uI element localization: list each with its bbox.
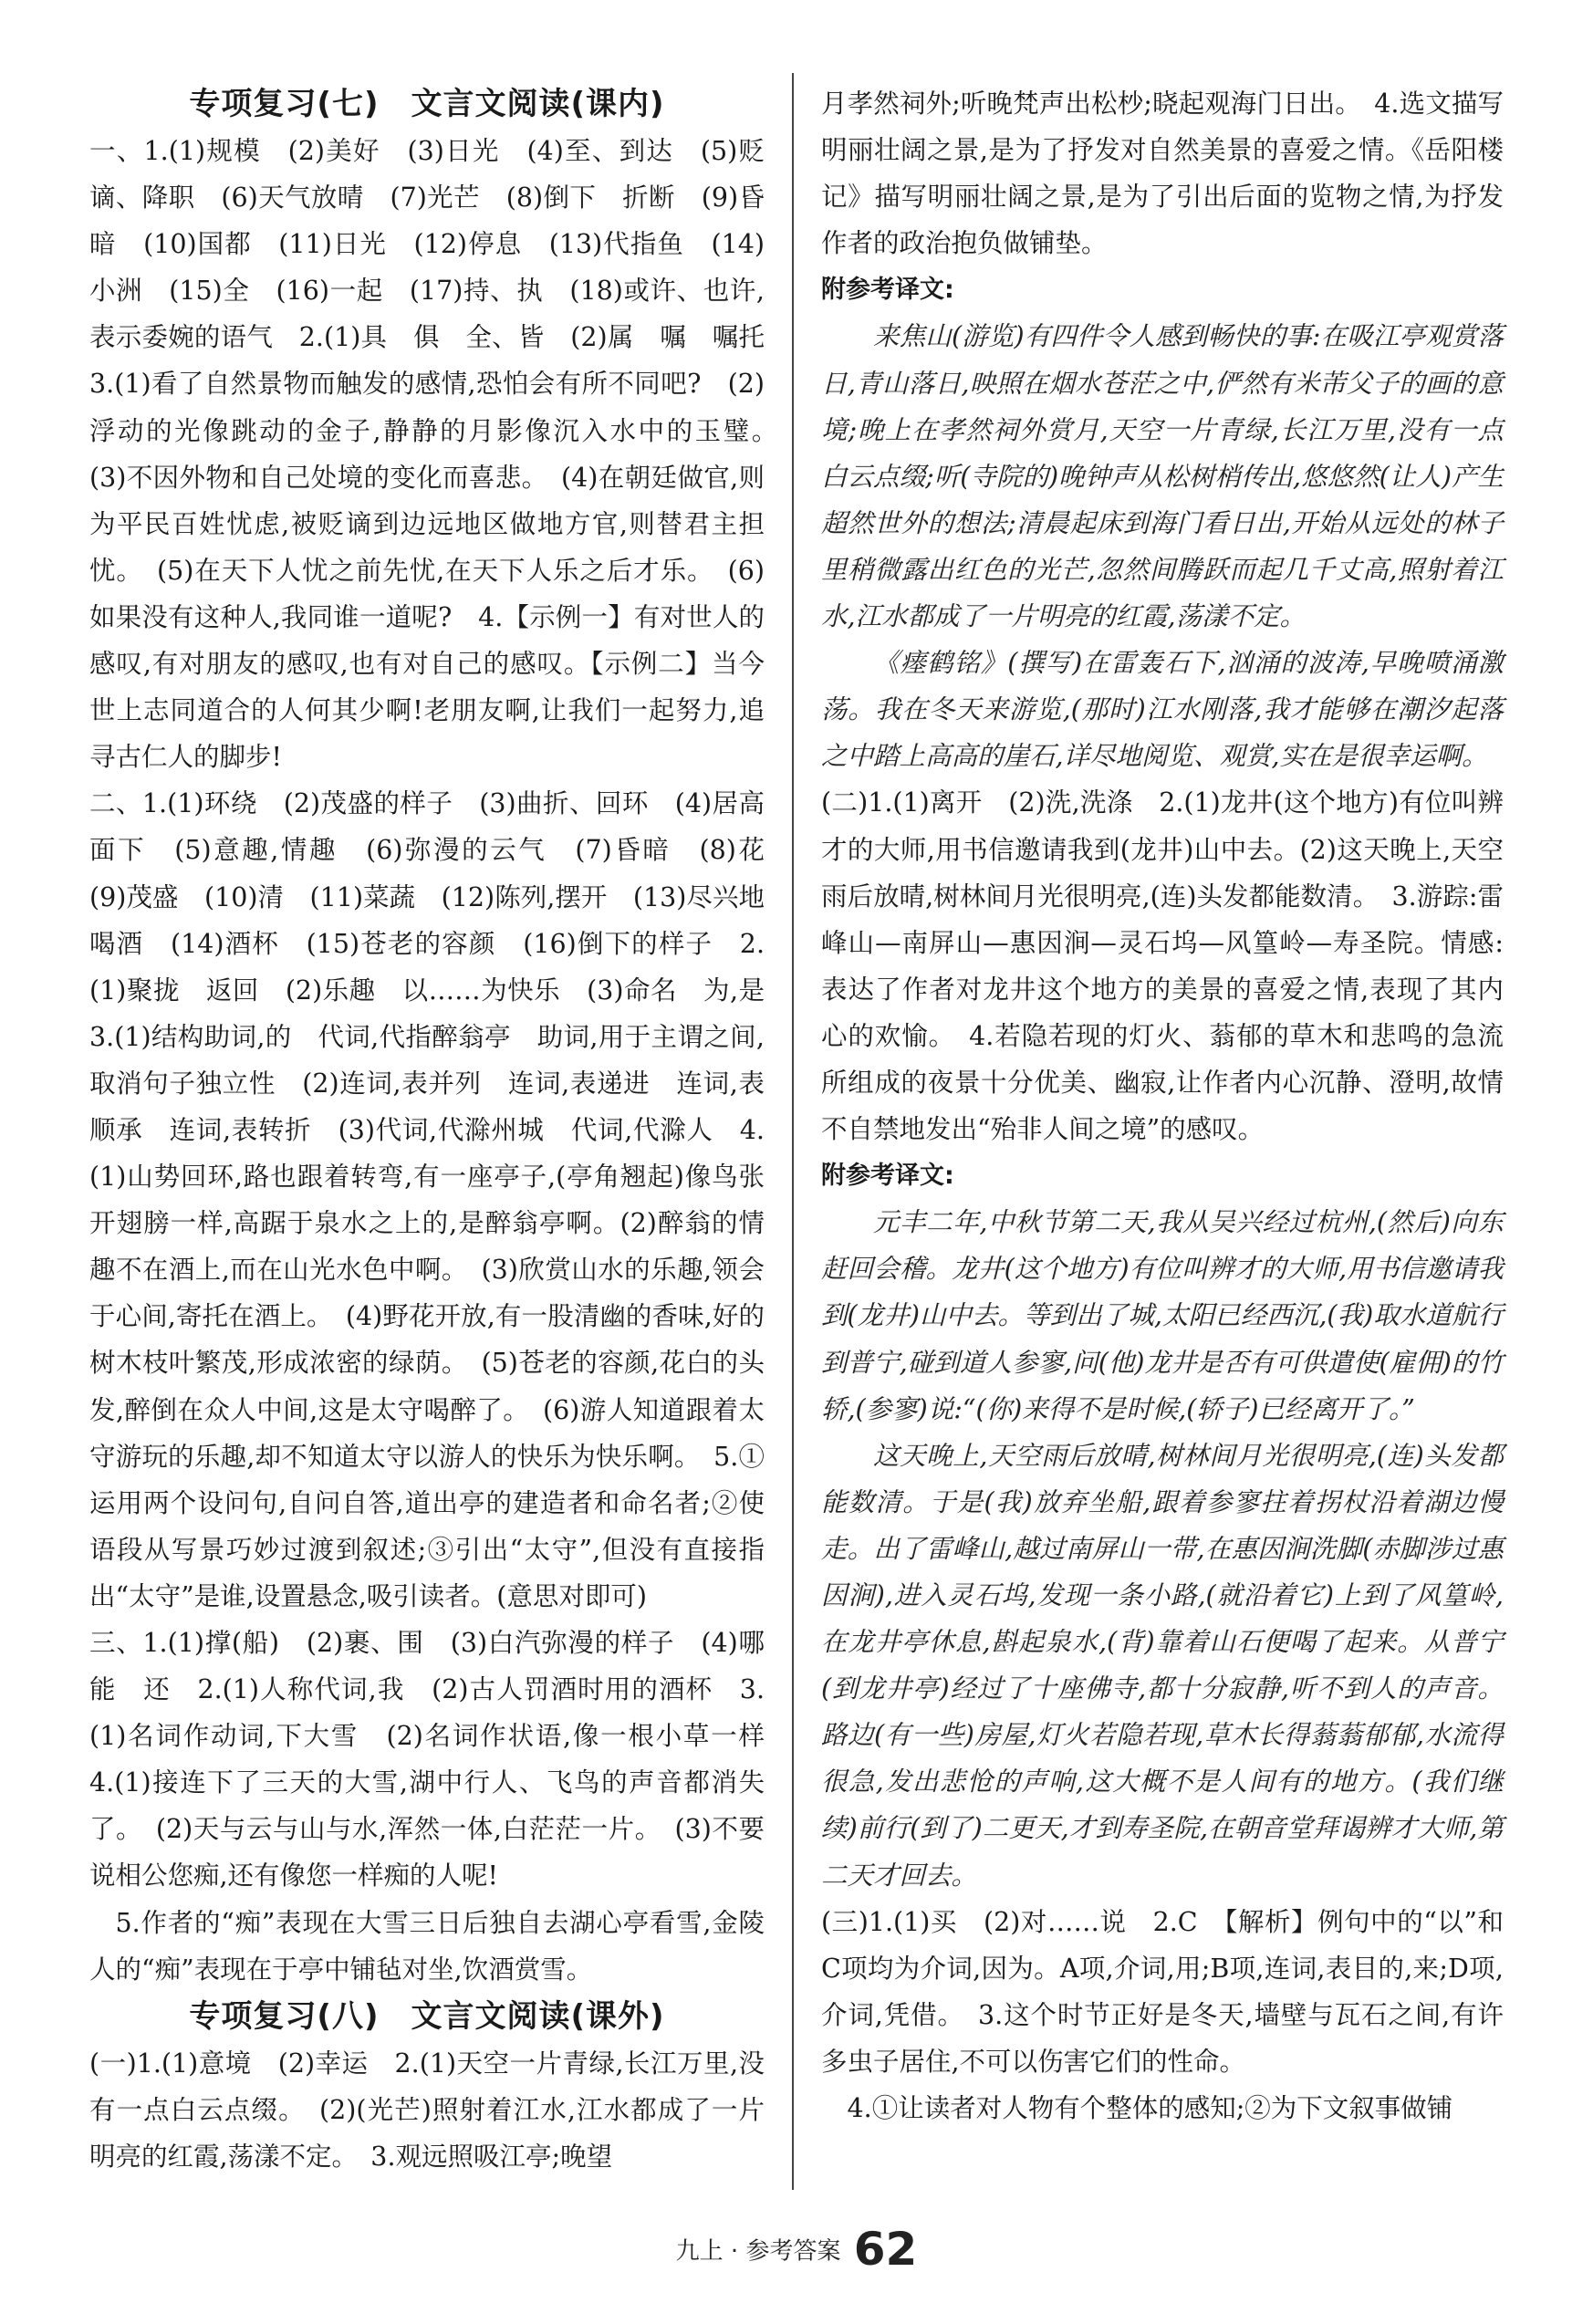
column-divider [792, 73, 794, 2190]
translation-1-para-2: 《瘗鹤铭》(撰写)在雷轰石下,汹涌的波涛,早晚喷涌激荡。我在冬天来游览,(那时)江水刚落,我才能够在潮汐起落之中踏上高高的崖石,详尽地阅览、观赏,实在是很幸运啊。 [821, 648, 1504, 772]
translation-2-para-2: 这天晚上,天空雨后放晴,树林间月光很明亮,(连)头发都能数清。于是(我)放弃坐船,跟着参寥拄着拐杖沿着湖边慢走。出了雷峰山,越过南屏山一带,在惠因涧洗脚(赤脚涉过惠因涧),进入灵石坞,发现一条小路,(就沿着它)上到了风篁岭,在龙井亭休息,斟起泉水,(背)靠着山石便喝了起来。从普宁(到龙井亭)经过了十座佛寺,都十分寂静,听不到人的声音。路边(有一些)房屋,灯火若隐若现,草木长得蓊蓊郁郁,水流得很急,发出悲怆的声响,这大概不是人间有的地方。(我们继续)前行(到了)二更天,才到寿圣院,在朝音堂拜谒辨才大师,第二天才回去。 [821, 1440, 1504, 1891]
section-7-title: 专项复习(七) 文言文阅读(课内) [189, 86, 665, 122]
section-8-part-1-start: (一)1.(1)意境 (2)幸运 2.(1)天空一片青绿,长江万里,没有一点白云点缀。 (2)(光芒)照射着江水,江水都成了一片明亮的红霞,荡漾不定。 3.观远照吸江亭;晚望 [89, 2048, 765, 2172]
section-7-part-3-q5: 5.作者的“痴”表现在大雪三日后独自去湖心亭看雪,金陵人的“痴”表现在于亭中铺毡对坐,饮酒赏雪。 [89, 1907, 765, 1985]
section-7-part-1: 一、1.(1)规模 (2)美好 (3)日光 (4)至、到达 (5)贬谪、降职 (6)天气放晴 (7)光芒 (8)倒下 折断 (9)昏暗 (10)国都 (11)日光 (12)停息 (13)代指鱼 (14)小洲 (15)全 (16)一起 (17)持、执 (18)或许、也许,表示委婉的语气 2.(1)具 俱 全、皆 (2)属 嘱 嘱托 3.(1)看了自然景物而触发的感情,恐怕会有所不同吧? (2)浮动的光像跳动的金子,静静的月影像沉入水中的玉璧。 (3)不因外物和自己处境的变化而喜悲。 (4)在朝廷做官,则为平民百姓忧虑,被贬谪到边远地区做地方官,则替君主担忧。 (5)在天下人忧之前先忧,在天下人乐之后才乐。 (6)如果没有这种人,我同谁一道呢? 4.【示例一】有对世人的感叹,有对朋友的感叹,也有对自己的感叹。【示例二】当今世上志同道合的人何其少啊!老朋友啊,让我们一起努力,追寻古仁人的脚步! [89, 136, 791, 773]
section-8-part-3: (三)1.(1)买 (2)对……说 2.C 【解析】例句中的“以”和C项均为介词,因为。A项,介词,用;B项,连词,表目的,来;D项,介词,凭借。 3.这个时节正好是冬天,墙壁与瓦石之间,有许多虫子居住,不可以伤害它们的性命。 [821, 1906, 1504, 2077]
page-number: 62 [853, 2223, 918, 2276]
translation-1-para-1: 来焦山(游览)有四件令人感到畅快的事:在吸江亭观赏落日,青山落日,映照在烟水苍茫之中,俨然有米芾父子的画的意境;晚上在孝然祠外赏月,天空一片青绿,长江万里,没有一点白云点缀;听(寺院的)晚钟声从松树梢传出,悠悠然(让人)产生超然世外的想法;清晨起床到海门看日出,开始从远处的林子里稍微露出红色的光芒,忽然间腾跃而起几千丈高,照射着江水,江水都成了一片明亮的红霞,荡漾不定。 [821, 321, 1504, 632]
section-8-part-1-cont: 月孝然祠外;听晚梵声出松杪;晓起观海门日出。 4.选文描写明丽壮阔之景,是为了抒发对自然美景的喜爱之情。《岳阳楼记》描写明丽壮阔之景,是为了引出后面的览物之情,为抒发作者的政治抱负做铺垫。 [821, 89, 1504, 259]
section-7-part-3: 三、1.(1)撑(船) (2)裹、围 (3)白汽弥漫的样子 (4)哪能 还 2.(1)人称代词,我 (2)古人罚酒时用的酒杯 3.(1)名词作动词,下大雪 (2)名词作状语,像一根小草一样 4.(1)接连下了三天的大雪,湖中行人、飞鸟的声音都消失了。 (2)天与云与山与水,浑然一体,白茫茫一片。 (3)不要说相公您痴,还有像您一样痴的人呢! [89, 1628, 791, 1892]
footer-label: 九上 · 参考答案 [675, 2237, 841, 2266]
reference-translation-heading-2: 附参考译文: [821, 1162, 954, 1191]
reference-translation-heading-1: 附参考译文: [821, 276, 954, 305]
right-column [821, 80, 1504, 2131]
translation-2-para-1: 元丰二年,中秋节第二天,我从吴兴经过杭州,(然后)向东赶回会稽。龙井(这个地方)有位叫辨才的大师,用书信邀请我到(龙井)山中去。等到出了城,太阳已经西沉,(我)取水道航行到普宁,碰到道人参寥,问(他)龙井是否有可供遣使(雇佣)的竹轿,(参寥)说:“(你)来得不是时候,(轿子)已经离开了。” [821, 1207, 1504, 1424]
section-7-part-2: 二、1.(1)环绕 (2)茂盛的样子 (3)曲折、回环 (4)居高面下 (5)意趣,情趣 (6)弥漫的云气 (7)昏暗 (8)花 (9)茂盛 (10)清 (11)菜蔬 (12)陈列,摆开 (13)尽兴地喝酒 (14)酒杯 (15)苍老的容颜 (16)倒下的样子 2.(1)聚拢 返回 (2)乐趣 以……为快乐 (3)命名 为,是 3.(1)结构助词,的 代词,代指醉翁亭 助词,用于主谓之间,取消句子独立性 (2)连词,表并列 连词,表递进 连词,表顺承 连词,表转折 (3)代词,代滁州城 代词,代滁人 4.(1)山势回环,路也跟着转弯,有一座亭子,(亭角翘起)像鸟张开翅膀一样,高踞于泉水之上的,是醉翁亭啊。(2)醉翁的情趣不在酒上,而在山光水色中啊。 (3)欣赏山水的乐趣,领会于心间,寄托在酒上。 (4)野花开放,有一股清幽的香味,好的树木枝叶繁茂,形成浓密的绿荫。 (5)苍老的容颜,花白的头发,醉倒在众人中间,这是太守喝醉了。 (6)游人知道跟着太守游玩的乐趣,却不知道太守以游人的快乐为快乐啊。 5.①运用两个设问句,自问自答,道出亭的建造者和命名者;②使语段从写景巧妙过渡到叙述;③引出“太守”,但没有直接指出“太守”是谁,设置悬念,吸引读者。(意思对即可) [89, 788, 791, 1611]
section-8-title: 专项复习(八) 文言文阅读(课外) [189, 1997, 665, 2035]
section-8-part-3-q4: 4.①让读者对人物有个整体的感知;②为下文叙事做铺 [847, 2093, 1453, 2124]
left-column [89, 80, 791, 2180]
section-8-part-2: (二)1.(1)离开 (2)洗,洗涤 2.(1)龙井(这个地方)有位叫辨才的大师,用书信邀请我到(龙井)山中去。(2)这天晚上,天空雨后放晴,树林间月光很明亮,(连)头发都能数清。 3.游踪:雷峰山—南屏山—惠因涧—灵石坞—风篁岭—寿圣院。情感:表达了作者对龙井这个地方的美景的喜爱之情,表现了其内心的欢愉。 4.若隐若现的灯火、蓊郁的草木和悲鸣的急流所组成的夜景十分优美、幽寂,让作者内心沉静、澄明,故情不自禁地发出“殆非人间之境”的感叹。 [821, 787, 1504, 1145]
page-footer [0, 2223, 1593, 2276]
